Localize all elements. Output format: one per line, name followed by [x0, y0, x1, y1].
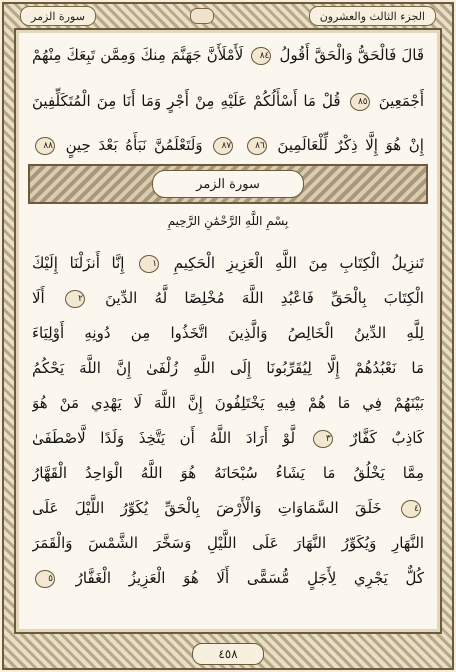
page-footer [0, 640, 456, 668]
verse-text: لِلَّهِ الدِّينُ الْخَالِصُ وَالَّذِينَ اتَّخَذُوا مِن دُونِهِ أَوْلِيَاءَ [32, 324, 424, 342]
surah-title-banner [28, 164, 428, 204]
text-line-11 [32, 493, 424, 523]
verse-text: وَلَتَعْلَمُنَّ نَبَأَهُ بَعْدَ حِينٍ [65, 136, 203, 154]
ayah-marker: ٤ [401, 500, 421, 518]
verse-text: إِنْ هُوَ إِلَّا ذِكْرٌ لِّلْعَالَمِينَ [277, 136, 424, 154]
ayah-marker: ٨٥ [350, 93, 370, 111]
text-line-12 [32, 528, 424, 558]
verse-text: قُلْ مَا أَسْأَلُكُمْ عَلَيْهِ مِنْ أَجْرٍ وَمَا أَنَا مِنَ الْمُتَكَلِّفِينَ [32, 92, 341, 110]
page-number: ٤٥٨ [192, 643, 264, 665]
verse-text: كَاذِبٌ كَفَّارٌ [350, 429, 424, 447]
verse-text: الْكِتَابَ بِالْحَقِّ فَاعْبُدِ اللَّهَ مُخْلِصًا لَّهُ الدِّينَ [105, 289, 424, 307]
ayah-marker: ٨٨ [35, 137, 55, 155]
text-line-9 [32, 423, 424, 453]
verse-text: بَيْنَهُمْ فِي مَا هُمْ فِيهِ يَخْتَلِفُونَ إِنَّ اللَّهَ لَا يَهْدِي مَنْ هُوَ [32, 394, 424, 412]
text-line-7 [32, 353, 424, 383]
ayah-marker: ٨٧ [213, 137, 233, 155]
verse-text: أَلَا [32, 289, 45, 307]
verse-text: لَأَمْلَأَنَّ جَهَنَّمَ مِنكَ وَمِمَّن تَبِعَكَ مِنْهُمْ [32, 46, 244, 64]
text-line-1 [32, 40, 424, 70]
text-line-10 [32, 458, 424, 488]
verse-text: مِمَّا يَخْلُقُ مَا يَشَاءُ سُبْحَانَهُ هُوَ اللَّهُ الْوَاحِدُ الْقَهَّارُ [32, 464, 424, 482]
verse-text: مَا نَعْبُدُهُمْ إِلَّا لِيُقَرِّبُونَا إِلَى اللَّهِ زُلْفَىٰ إِنَّ اللَّهَ يَحْكُمُ [32, 359, 424, 377]
surah-title: سورة الزمر [152, 170, 304, 198]
text-line-3 [32, 130, 424, 160]
surah-name-label: سورة الزمر [20, 6, 96, 26]
text-line-2 [32, 86, 424, 116]
ayah-marker: ٢ [65, 290, 85, 308]
text-line-5 [32, 283, 424, 313]
text-line-6 [32, 318, 424, 348]
text-line-4 [32, 248, 424, 278]
juz-label: الجزء الثالث والعشرون [309, 6, 436, 26]
ayah-marker: ٨٦ [247, 137, 267, 155]
verse-text: إِنَّا أَنزَلْنَا إِلَيْكَ [32, 254, 125, 272]
page-header [14, 6, 442, 26]
header-ornament-icon [190, 8, 214, 24]
verse-text: لَّوْ أَرَادَ اللَّهُ أَن يَتَّخِذَ وَلَدًا لَّاصْطَفَىٰ [32, 429, 296, 447]
basmala: بِسْمِ اللَّهِ الرَّحْمَٰنِ الرَّحِيمِ [167, 214, 289, 228]
ayah-marker: ٣ [313, 430, 333, 448]
verse-text: أَجْمَعِينَ [378, 92, 424, 110]
text-line-13 [32, 563, 424, 593]
verse-text: قَالَ فَالْحَقُّ وَالْحَقَّ أَقُولُ [279, 46, 424, 64]
text-line-8 [32, 388, 424, 418]
ayah-marker: ١ [139, 255, 159, 273]
ayah-marker: ٨٤ [251, 47, 271, 65]
verse-text: النَّهَارِ وَيُكَوِّرُ النَّهَارَ عَلَى اللَّيْلِ وَسَخَّرَ الشَّمْسَ وَالْقَمَرَ [32, 534, 424, 552]
verse-text: كُلٌّ يَجْرِي لِأَجَلٍ مُّسَمًّى أَلَا هُوَ الْعَزِيزُ الْغَفَّارُ [75, 569, 424, 587]
verse-text: خَلَقَ السَّمَاوَاتِ وَالْأَرْضَ بِالْحَقِّ يُكَوِّرُ اللَّيْلَ عَلَى [32, 499, 382, 517]
ayah-marker: ٥ [35, 570, 55, 588]
verse-text: تَنزِيلُ الْكِتَابِ مِنَ اللَّهِ الْعَزِيزِ الْحَكِيمِ [173, 254, 424, 272]
